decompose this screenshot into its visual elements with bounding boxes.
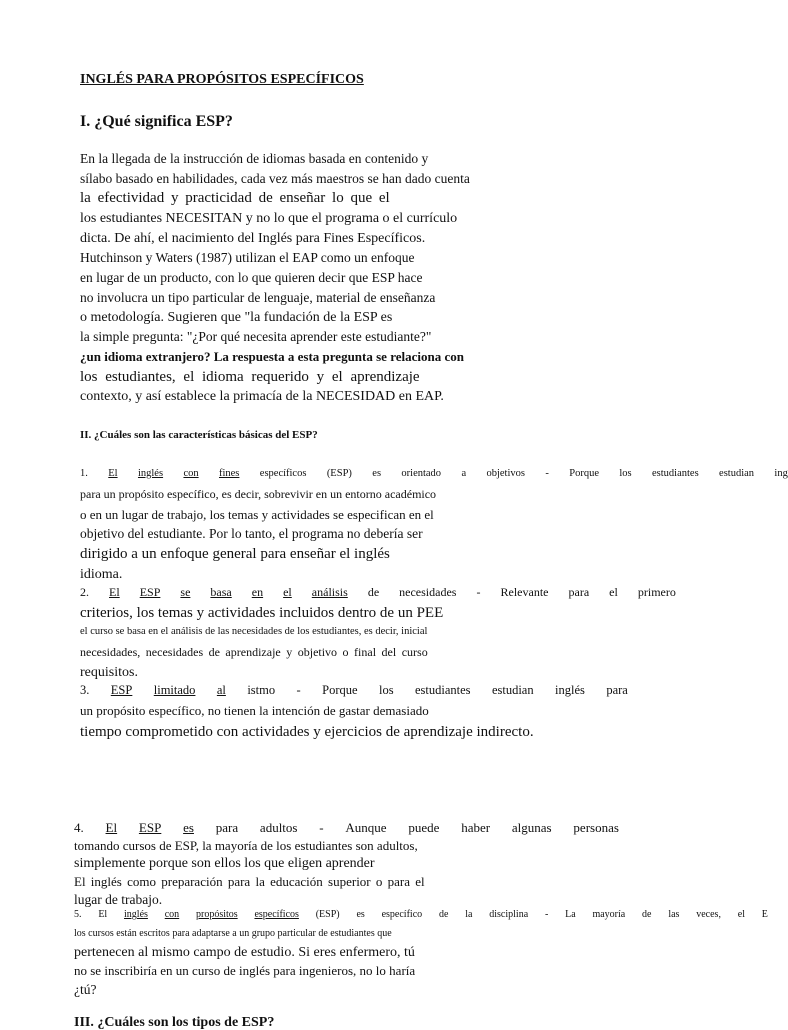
paragraph-line: los estudiantes, el idioma requerido y el aprendizaje [80, 369, 420, 385]
paragraph-line: el curso se basa en el análisis de las necesidades de los estudiantes, es decir, inicial [80, 626, 428, 637]
paragraph-line: Hutchinson y Waters (1987) utilizan el EAP como un enfoque [80, 250, 415, 265]
paragraph-line: dicta. De ahí, el nacimiento del Inglés para Fines Específicos. [80, 231, 426, 246]
paragraph-line: un propósito específico, no tienen la intención de gastar demasiado [80, 703, 429, 718]
paragraph-line: sílabo basado en habilidades, cada vez más maestros se han dado cuenta [80, 171, 470, 186]
paragraph-line: ¿un idioma extranjero? La respuesta a esta pregunta se relaciona con [80, 349, 464, 364]
paragraph-line: los estudiantes NECESITAN y no lo que el programa o el currículo [80, 211, 458, 226]
paragraph-line: necesidades, necesidades de aprendizaje y objetivo o final del curso [80, 645, 428, 659]
paragraph-line: o en un lugar de trabajo, los temas y actividades se especifican en el [80, 507, 434, 522]
section-2-heading: II. ¿Cuáles son las características básicas del ESP? [80, 429, 318, 441]
paragraph-line: no se inscribiría en un curso de inglés para ingenieros, no lo haría [74, 963, 416, 978]
paragraph-line: criterios, los temas y actividades incluidos dentro de un PEE [80, 605, 444, 621]
paragraph-line: la simple pregunta: "¿Por qué necesita aprender este estudiante?" [80, 329, 432, 344]
section-1-heading: I. ¿Qué significa ESP? [80, 113, 233, 130]
paragraph-line: simplemente porque son ellos los que eligen aprender [74, 856, 375, 871]
paragraph-line: El inglés como preparación para la educación superior o para el [74, 874, 425, 889]
paragraph-line: los cursos están escritos para adaptarse a un grupo particular de estudiantes que [74, 928, 392, 939]
paragraph-line: en lugar de un producto, con lo que quieren decir que ESP hace [80, 270, 423, 285]
section-3-heading: III. ¿Cuáles son los tipos de ESP? [74, 1015, 275, 1030]
paragraph-line: la efectividad y practicidad de enseñar lo que el [80, 190, 390, 206]
paragraph-line: requisitos. [80, 665, 138, 680]
paragraph-line: ¿tú? [74, 982, 97, 997]
paragraph-line: pertenecen al mismo campo de estudio. Si eres enfermero, tú [74, 945, 415, 960]
paragraph-line: contexto, y así establece la primacía de la NECESIDAD en EAP. [80, 389, 444, 404]
paragraph-line: tomando cursos de ESP, la mayoría de los estudiantes son adultos, [74, 838, 418, 853]
paragraph-line: En la llegada de la instrucción de idiomas basada en contenido y [80, 151, 429, 166]
list-item-lead: 3. ESP limitado al istmo - Porque los estudiantes estudian inglés para [80, 683, 628, 697]
list-item-lead: 1. El inglés con fines específicos (ESP) es orientado a objetivos - Porque los estudiantes estudian ing [80, 468, 788, 479]
document-title: INGLÉS PARA PROPÓSITOS ESPECÍFICOS [80, 72, 364, 87]
paragraph-line: para un propósito específico, es decir, sobrevivir en un entorno académico [80, 487, 437, 501]
paragraph-line: o metodología. Sugieren que "la fundación de la ESP es [80, 310, 393, 325]
list-item-lead: 2. El ESP se basa en el análisis de necesidades - Relevante para el primero [80, 585, 676, 599]
list-item-lead: 5. El inglés con propósitos específicos (ESP) es específico de la disciplina - La mayoría de las veces, el E [74, 909, 768, 920]
paragraph-line: idioma. [80, 567, 123, 582]
paragraph-line: no involucra un tipo particular de lenguaje, material de enseñanza [80, 290, 436, 305]
paragraph-line: objetivo del estudiante. Por lo tanto, el programa no debería ser [80, 526, 423, 541]
list-item-lead: 4. El ESP es para adultos - Aunque puede haber algunas personas [74, 820, 619, 835]
paragraph-line: tiempo comprometido con actividades y ejercicios de aprendizaje indirecto. [80, 724, 534, 740]
paragraph-line: dirigido a un enfoque general para enseñar el inglés [80, 546, 390, 562]
paragraph-line: lugar de trabajo. [74, 892, 163, 907]
